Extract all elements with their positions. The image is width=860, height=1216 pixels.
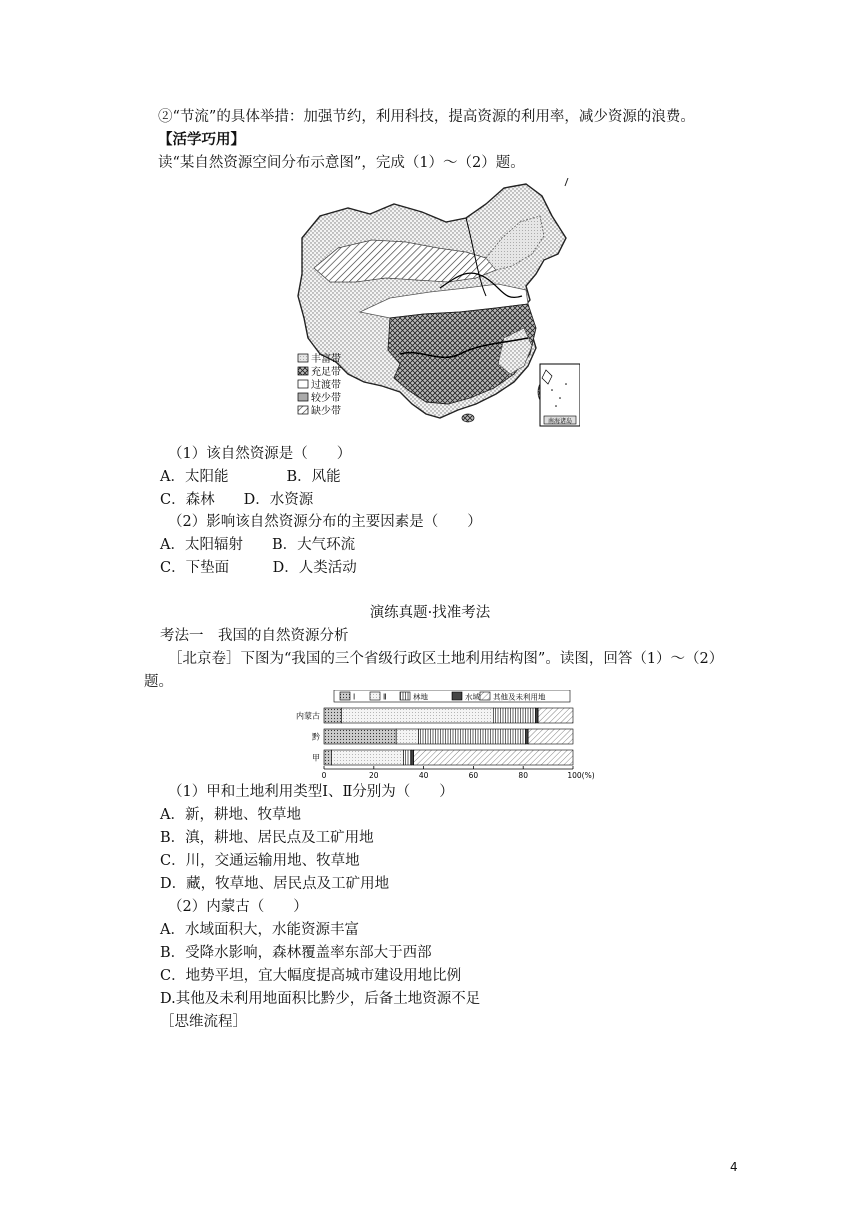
read-instruction: 读“某自然资源空间分布示意图”，完成（1）～（2）题。 bbox=[158, 155, 525, 171]
legend-entry: 水域 bbox=[465, 692, 480, 702]
q1-stem: （1）该自然资源是（ ） bbox=[168, 446, 352, 462]
q3-option-d: D．藏，牧草地、居民点及工矿用地 bbox=[160, 876, 390, 892]
legend-label: 较少带 bbox=[311, 393, 341, 404]
legend-label: 丰富带 bbox=[311, 354, 341, 365]
page-number: 4 bbox=[730, 1160, 738, 1174]
q1-options-row2: C．森林 D．水资源 bbox=[160, 492, 314, 508]
bar-segment bbox=[526, 729, 528, 744]
q2-stem: （2）影响该自然资源分布的主要因素是（ ） bbox=[168, 514, 482, 530]
beijing-intro: ［北京卷］下图为“我国的三个省级行政区土地利用结构图”。读图，回答（1）～（2） bbox=[168, 651, 724, 667]
thinking-flow: ［思维流程］ bbox=[160, 1014, 247, 1030]
legend-swatch bbox=[452, 692, 462, 700]
bar-segment bbox=[324, 708, 341, 723]
category-label: 甲 bbox=[312, 753, 320, 763]
bar-segment bbox=[341, 708, 493, 723]
bar-segment bbox=[414, 750, 573, 765]
q4-option-a: A．水域面积大，水能资源丰富 bbox=[160, 922, 359, 938]
q2-options-row1: A．太阳辐射 B．大气环流 bbox=[160, 537, 356, 553]
q4-option-c: C．地势平坦，宜大幅度提高城市建设用地比例 bbox=[160, 968, 462, 984]
category-label: 内蒙古 bbox=[296, 711, 320, 721]
bar-segment bbox=[331, 750, 403, 765]
x-tick-label: 0 bbox=[321, 771, 327, 780]
method-title: 考法一 我国的自然资源分析 bbox=[160, 628, 349, 644]
map-legend bbox=[298, 352, 341, 417]
q3-stem: （1）甲和土地利用类型Ⅰ、Ⅱ分别为（ ） bbox=[168, 784, 454, 800]
legend-label: 充足带 bbox=[311, 367, 341, 378]
q3-option-c: C．川，交通运输用地、牧草地 bbox=[160, 853, 360, 869]
q1-options-row1: A．太阳能 B．风能 bbox=[160, 469, 341, 485]
land-use-chart bbox=[282, 690, 602, 780]
q4-option-b: B．受降水影响，森林覆盖率东部大于西部 bbox=[160, 945, 432, 961]
bar-segment bbox=[538, 708, 573, 723]
legend-swatch bbox=[480, 692, 490, 700]
inset-label: 南海诸岛 bbox=[547, 418, 573, 425]
section-title: 演练真题·找准考法 bbox=[369, 605, 491, 621]
chart-legend bbox=[334, 690, 570, 702]
beijing-intro-cont: 题。 bbox=[144, 674, 173, 690]
q4-option-d: D.其他及未利用地面积比黔少，后备土地资源不足 bbox=[160, 991, 481, 1007]
legend-entry: 林地 bbox=[413, 692, 428, 702]
chart-bars bbox=[296, 708, 573, 765]
legend-entry: Ⅱ bbox=[383, 692, 387, 702]
bar-segment bbox=[404, 750, 411, 765]
x-tick-label: 40 bbox=[418, 771, 429, 780]
x-tick-label: 20 bbox=[369, 771, 379, 780]
category-label: 黔 bbox=[312, 732, 320, 742]
legend-entry: 其他及未利用地 bbox=[493, 692, 546, 702]
bar-segment bbox=[396, 729, 418, 744]
map-inset bbox=[540, 364, 580, 426]
bar-segment bbox=[324, 729, 396, 744]
resource-map bbox=[290, 178, 580, 430]
section-huoxue: 【活学巧用】 bbox=[158, 131, 245, 148]
legend-label: 过渡带 bbox=[311, 380, 341, 391]
bar-segment bbox=[411, 750, 413, 765]
q3-option-a: A．新，耕地、牧草地 bbox=[160, 807, 301, 823]
x-tick-label: 100(%) bbox=[567, 771, 595, 780]
legend-swatch bbox=[370, 692, 380, 700]
intro-line: ②“节流”的具体举措：加强节约，利用科技，提高资源的利用率，减少资源的浪费。 bbox=[158, 109, 695, 125]
legend-swatch bbox=[400, 692, 410, 700]
legend-label: 缺少带 bbox=[311, 406, 341, 417]
q4-stem: （2）内蒙古（ ） bbox=[168, 899, 308, 915]
chart-axis bbox=[322, 766, 595, 780]
q3-option-b: B．滇，耕地、居民点及工矿用地 bbox=[160, 830, 374, 846]
bar-segment bbox=[324, 750, 331, 765]
bar-segment bbox=[419, 729, 526, 744]
q2-options-row2: C．下垫面 D．人类活动 bbox=[160, 560, 357, 576]
bar-segment bbox=[536, 708, 538, 723]
legend-swatch bbox=[340, 692, 350, 700]
legend-entry: Ⅰ bbox=[353, 692, 356, 702]
x-tick-label: 60 bbox=[468, 771, 479, 780]
x-tick-label: 80 bbox=[518, 771, 528, 780]
bar-segment bbox=[493, 708, 535, 723]
bar-segment bbox=[528, 729, 573, 744]
hainan-island bbox=[462, 414, 474, 422]
